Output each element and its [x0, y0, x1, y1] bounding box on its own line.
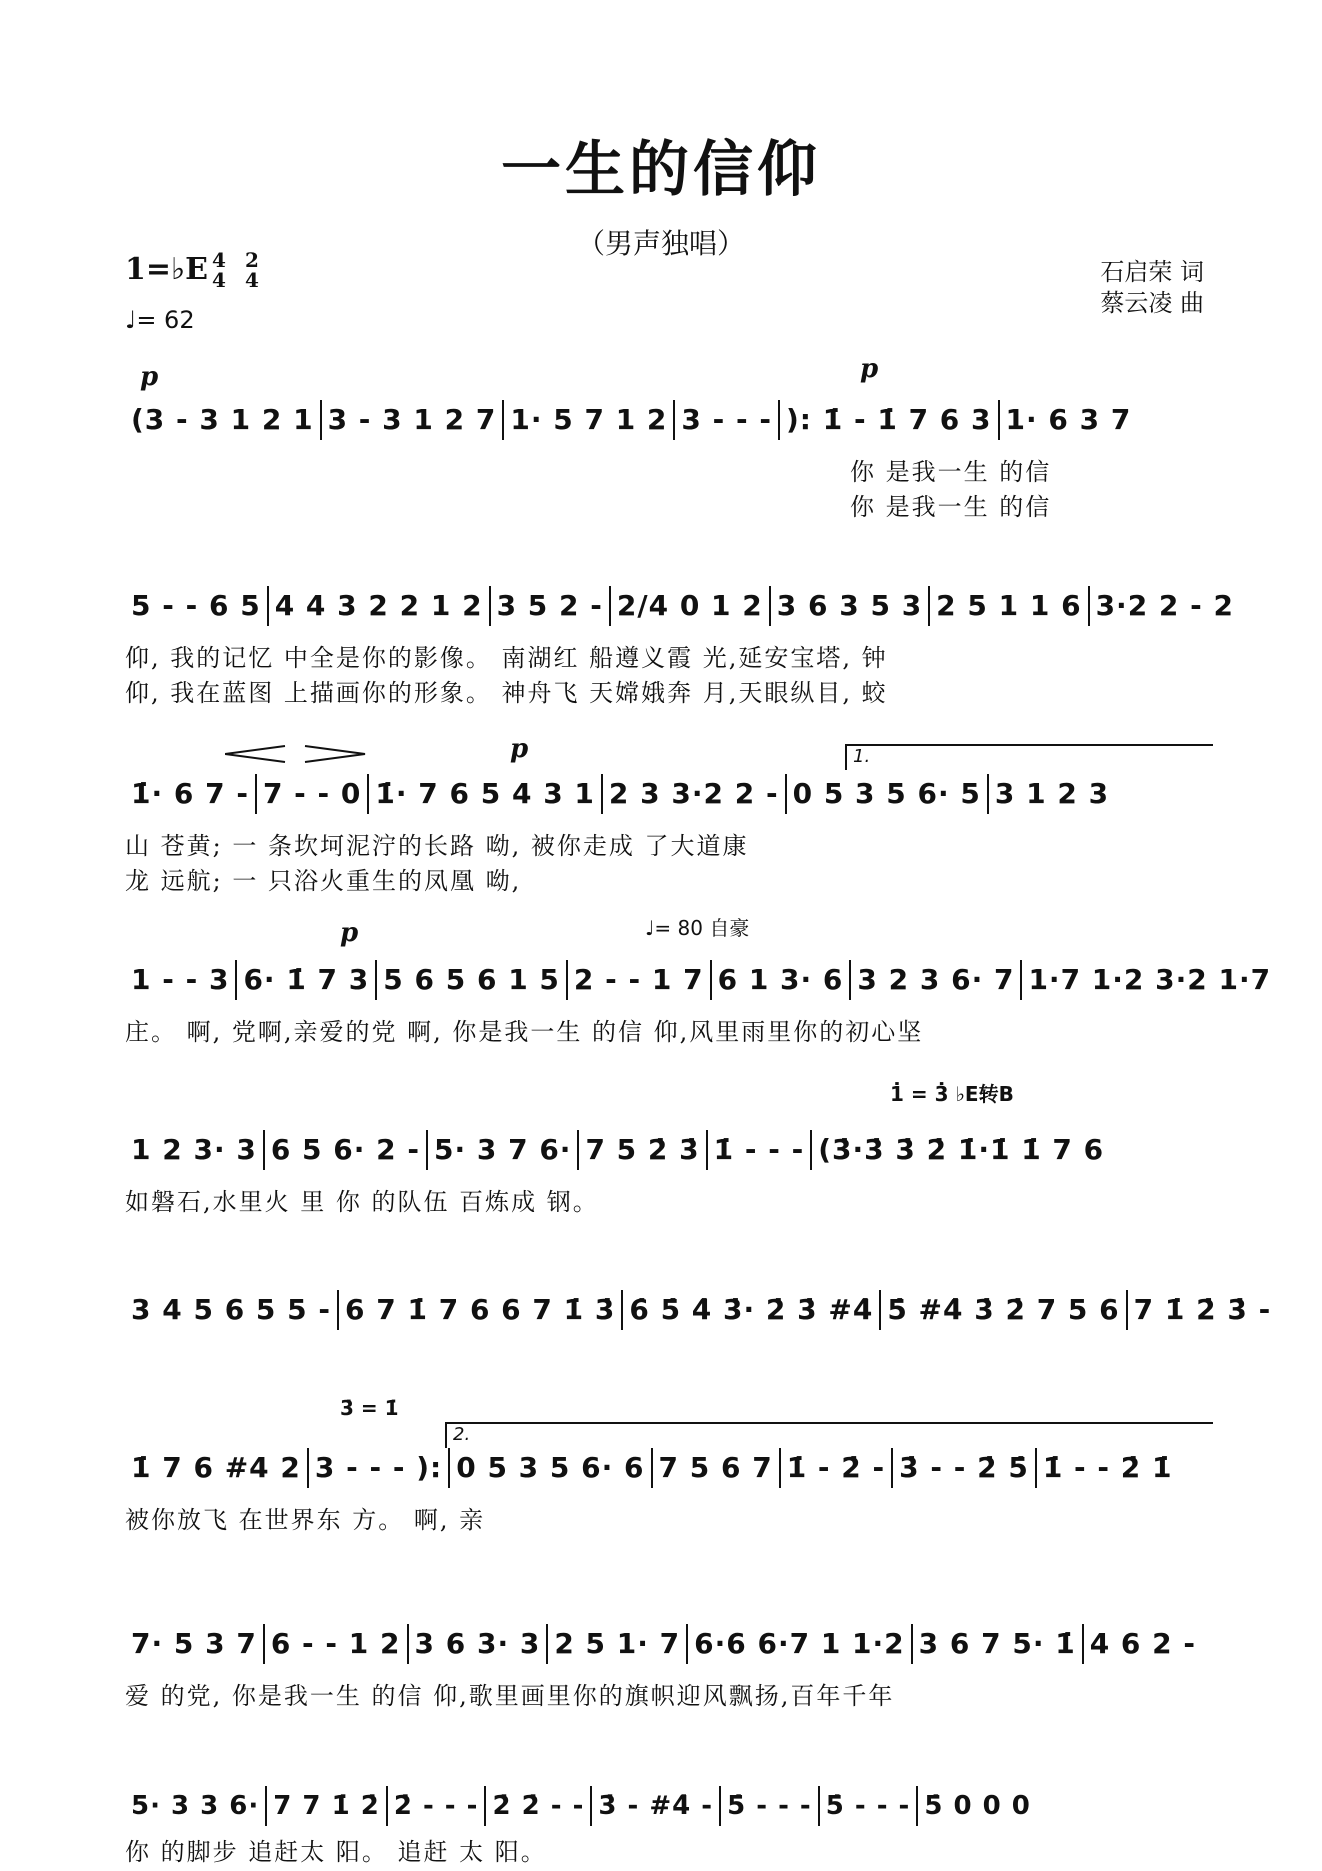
measure: 1· 6 3 7 [1005, 403, 1132, 436]
measure: 2̇ - - - [388, 1786, 487, 1826]
measure: 1·7 1·2 3·2 1·7 [1028, 963, 1272, 996]
measure: 3̇ - #4̇ - [592, 1786, 721, 1826]
measure: 3 6 3· 3 [409, 1624, 549, 1664]
tempo-marking: ♩= 62 [125, 306, 195, 334]
measure: 2/4 0 1 2 [611, 586, 771, 626]
measure: 7 - - 0 [257, 774, 369, 814]
measure: 3 6 7 5· 1̇ [913, 1624, 1084, 1664]
lyric-verse-2: 你 是我一生 的信 [850, 493, 1052, 521]
measure: 2 5 1· 7 [548, 1624, 688, 1664]
notation-row [125, 1616, 1205, 1672]
measure: 2 3 3·2 2 - [603, 774, 787, 814]
measure: 3·2 2 - 2 [1095, 589, 1235, 622]
lyric-verse-1: 爱 的党, 你是我一生 的信 仰,歌里画里你的旗帜迎风飘扬,百年千年 [125, 1682, 895, 1710]
measure: 3 - - - [675, 400, 780, 440]
measure: 1· 5 7 1 2 [504, 400, 675, 440]
measure: 5̇ - - - [721, 1786, 820, 1826]
measure: 6·6 6·7 1 1·2 [688, 1624, 913, 1664]
measure: 2 5 1 1 6 [930, 586, 1089, 626]
notation-row [125, 1778, 1205, 1834]
measure: 3 6 3 5 3 [771, 586, 930, 626]
measure: 3 2 3 6· 7 [851, 960, 1022, 1000]
first-ending-bracket: 1. [845, 744, 1213, 770]
lyric-verse-1: 被你放飞 在世界东 方。 啊, 亲 [125, 1506, 486, 1534]
crescendo-decrescendo-hairpin [225, 744, 495, 764]
measure: 3 5 2 - [491, 586, 611, 626]
measure: 3 - - - ): [309, 1448, 450, 1488]
lyric-verse-1: 如磐石,水里火 里 你 的队伍 百炼成 钢。 [125, 1188, 599, 1216]
key-change-marking: 3̇ = 1̇ [340, 1396, 399, 1420]
lyric-verse-2: 龙 远航; 一 只浴火重生的凤凰 呦, [125, 867, 522, 895]
meter-bottom: 4 [212, 268, 226, 292]
notation-row [125, 392, 1205, 448]
key-change-marking: 1̇ = 3̇ ♭E转B [890, 1082, 1014, 1106]
composer-credit: 蔡云凌 曲 [1100, 289, 1204, 317]
measure: 4 4 3 2 2 1 2 [269, 586, 491, 626]
measure: 7 5 6 7 [653, 1448, 781, 1488]
dynamic-piano: p [140, 362, 159, 392]
measure: 5̇ 0 0 0 [924, 1791, 1031, 1821]
measure: 1̇· 7 6 5 4 3 1 [369, 774, 603, 814]
song-subtitle: （男声独唱） [576, 227, 745, 260]
measure: 6 5 6· 2 - [265, 1130, 428, 1170]
measure: 1 2 3· 3 [125, 1130, 265, 1170]
measure: 5· 3 3 6· [125, 1786, 267, 1826]
lyric-verse-1: 仰, 我的记忆 中全是你的影像。 南湖红 船遵义霞 光,延安宝塔, 钟 [125, 644, 888, 672]
lyric-verse-1: 山 苍黄; 一 条坎坷泥泞的长路 呦, 被你走成 了大道康 [125, 832, 749, 860]
measure: 0 5 3 5 6· 6 [450, 1448, 652, 1488]
key-signature: 1=♭E [125, 252, 209, 287]
measure: ): 1̇ - 1̇ 7 6 3 [780, 400, 1000, 440]
notation-row [125, 1440, 1205, 1496]
measure: 6 - - 1 2 [265, 1624, 409, 1664]
notation-row [125, 766, 1205, 822]
notation-row [125, 952, 1272, 1008]
lyric-verse-2: 仰, 我在蓝图 上描画你的形象。 神舟飞 天嫦娥奔 月,天眼纵目, 蛟 [125, 679, 888, 707]
measure: (3̇·3̇ 3̇ 2̇ 1̇·1̇ 1̇ 7 6 [818, 1133, 1105, 1166]
measure: 1̇ - - - [708, 1130, 813, 1170]
measure: 7 7 1̇ 2̇ [267, 1786, 388, 1826]
song-title: 一生的信仰 [501, 135, 821, 205]
measure: 6 7 1̇ 7 6 6 7 1̇ 3̇ [339, 1290, 623, 1330]
notation-row [125, 1122, 1205, 1178]
notation-row [125, 578, 1235, 634]
meter-top: 4 [212, 248, 226, 272]
notation-row [125, 1282, 1272, 1338]
measure: 4 6 2 - [1089, 1627, 1197, 1660]
measure: 7 1̇ 2̇ 3̇ - [1133, 1293, 1272, 1326]
dynamic-piano: p [860, 354, 879, 384]
measure: 2 - - 1 7 [568, 960, 712, 1000]
measure: 3 1 2 3 [994, 777, 1110, 810]
measure: 5 6 5 6 1 5 [377, 960, 568, 1000]
lyric-verse-1: 庄。 啊, 党啊,亲爱的党 啊, 你是我一生 的信 仰,风里雨里你的初心坚 [125, 1018, 924, 1046]
tempo-change-marking: ♩= 80 自豪 [645, 916, 750, 940]
measure: 7 5 2̇ 3̇ [579, 1130, 707, 1170]
measure: 3 4 5 6 5 5 - [125, 1290, 339, 1330]
measure: 1 - - 3 [125, 960, 237, 1000]
measure: 5̇ #4̇ 3̇ 2̇ 7 5 6 [881, 1290, 1127, 1330]
meter2-bottom: 4 [245, 268, 259, 292]
time-signature-4-4 [212, 250, 226, 290]
measure: 5̇ - - - [820, 1786, 919, 1826]
lyric-verse-1: 你 的脚步 追赶太 阳。 追赶 太 阳。 [125, 1838, 547, 1866]
measure: 1̇ - - 2̇ 1̇ [1042, 1451, 1173, 1484]
measure: 1̇ 7 6 #4 2 [125, 1448, 309, 1488]
measure: 1̇· 6 7 - [125, 774, 257, 814]
lyricist-credit: 石启荣 词 [1100, 258, 1204, 286]
lyric-verse-1: 你 是我一生 的信 [850, 458, 1052, 486]
measure: 6 1 3· 6 [712, 960, 852, 1000]
measure: (3 - 3 1 2 1 [125, 400, 322, 440]
measure: 6· 1̇ 7 3 [237, 960, 377, 1000]
measure: 3̇ - - 2̇ 5̇ [893, 1448, 1037, 1488]
measure: 5 - - 6 5 [125, 586, 269, 626]
second-ending-bracket: 2. [445, 1422, 1213, 1448]
measure: 2̇ 2̇ - - [486, 1786, 592, 1826]
meter2-top: 2 [245, 248, 259, 272]
dynamic-piano: p [510, 734, 529, 764]
measure: 3 - 3 1 2 7 [322, 400, 505, 440]
time-signature-2-4 [245, 250, 259, 290]
measure: 0 5 3 5 6· 5 [787, 774, 989, 814]
measure: 7· 5 3 7 [125, 1624, 265, 1664]
measure: 5· 3 7 6· [428, 1130, 579, 1170]
measure: 6̇ 5̇ 4̇ 3̇· 2̇ 3̇ #4̇ [623, 1290, 881, 1330]
dynamic-piano: p [340, 918, 359, 948]
measure: 1̇ - 2̇ - [781, 1448, 893, 1488]
